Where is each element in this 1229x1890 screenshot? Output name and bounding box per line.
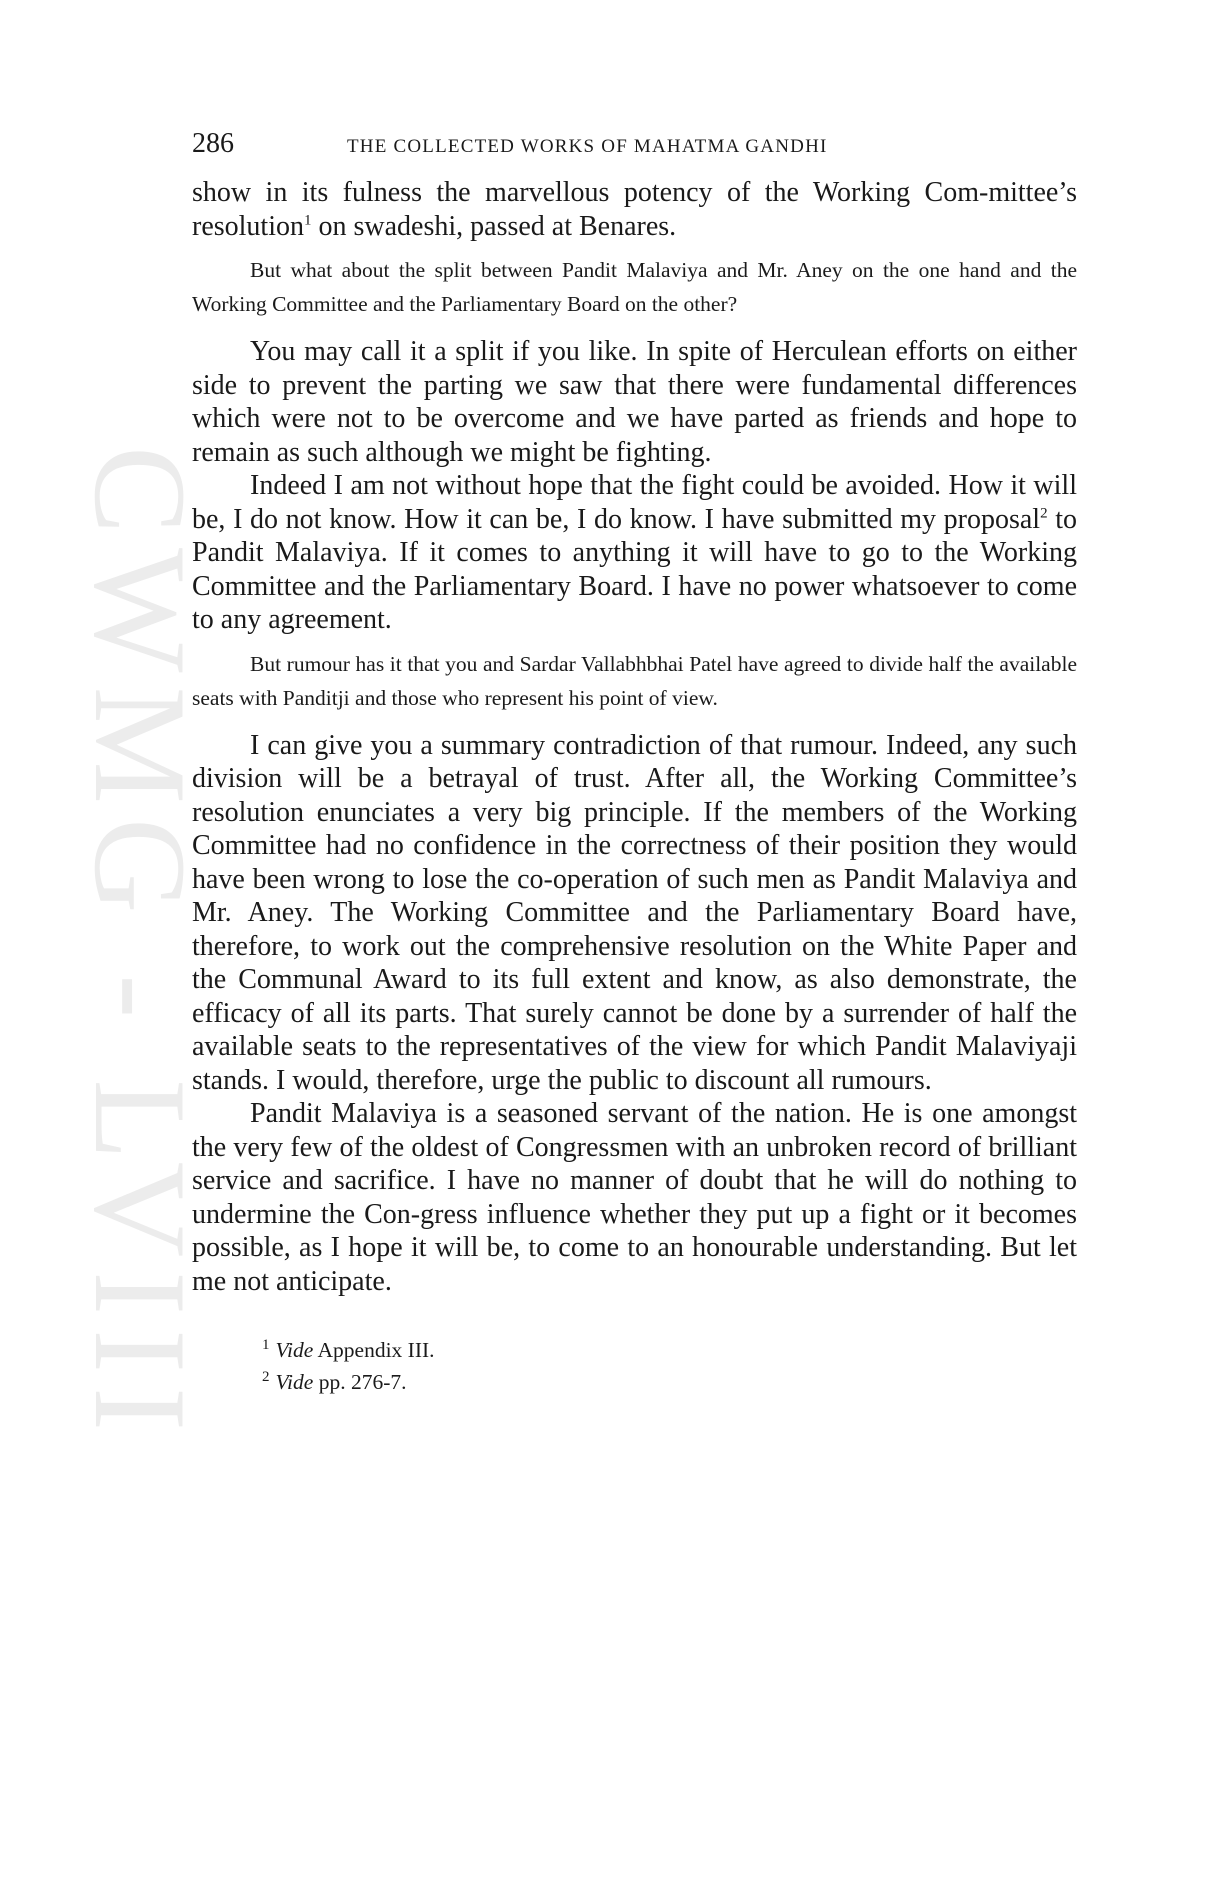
paragraph-3-text-b: to Pandit Malaviya. If it comes to anything it will have to go to the Working Committee and the Parliamentary Board. I have no power whatsoever to come to any agreement. [192, 503, 1078, 635]
paragraph-5: Pandit Malaviya is a seasoned servant of the nation. He is one amongst the very few of the oldest of Congressmen with an unbroken record of brilliant service and sacrifice. I have no manner of doubt that he will do nothing to undermine the Con-gress influence whether they put up a fight or it becomes possible, as I hope it will be, to come to an honourable understanding. But let me not anticipate. [192, 1098, 1077, 1297]
footnote-2 [262, 1366, 1077, 1398]
footnote-2-text: pp. 276-7. [313, 1370, 407, 1394]
paragraph-1-text-b: on swadeshi, passed at Benares. [311, 210, 677, 242]
paragraph-1 [192, 176, 1077, 243]
footnote-2-number: 2 [262, 1368, 270, 1385]
watermark-text: CWMG - LVIII [66, 445, 214, 1445]
paragraph-4: I can give you a summary contradiction of that rumour. Indeed, any such division will be a betrayal of trust. After all, the Working Committee’s resolution enunciates a very big principle. If the members of the Working Committee had no confidence in the correctness of their position they would have been wrong to lose the co-operation of such men as Pandit Malaviya and Mr. Aney. The Working Committee and the Parliamentary Board have, therefore, to work out the comprehensive resolution on the White Paper and the Communal Award to its full extent and know, as also demonstrate, the efficacy of all its parts. That surely cannot be done by a surrender of half the available seats to the representatives of the view for which Pandit Malaviyaji stands. I would, therefore, urge the public to discount all rumours. [192, 729, 1077, 1096]
running-head [192, 128, 1077, 170]
watermark [66, 440, 214, 1450]
paragraph-3 [192, 469, 1077, 637]
page-number: 286 [192, 128, 234, 159]
footnote-1-text: Appendix III. [313, 1338, 435, 1362]
footnote-ref-1: 1 [304, 212, 312, 229]
question-2: But rumour has it that you and Sardar Vallabhbhai Patel have agreed to divide half the available seats with Panditji and those who represent his point of view. [192, 651, 1077, 710]
footnote-2-vide: Vide [275, 1370, 314, 1394]
footnotes [192, 1334, 1077, 1398]
page [192, 128, 1077, 1398]
footnote-1-number: 1 [262, 1336, 270, 1353]
footnote-ref-2: 2 [1040, 505, 1048, 522]
footnote-1-vide: Vide [275, 1338, 314, 1362]
paragraph-1-text-a: show in its fulness the marvellous potency of the Working Com-mittee’s resolution [192, 177, 1077, 242]
paragraph-2: You may call it a split if you like. In spite of Herculean efforts on either side to prevent the parting we saw that there were fundamental differences which were not to be overcome and we have parted as friends and hope to remain as such although we might be fighting. [192, 336, 1077, 468]
book-title: THE COLLECTED WORKS OF MAHATMA GANDHI [347, 136, 828, 157]
footnote-1 [262, 1334, 1077, 1366]
question-1: But what about the split between Pandit Malaviya and Mr. Aney on the one hand and the Working Committee and the Parliamentary Board on the other? [192, 258, 1077, 316]
paragraph-3-text-a: Indeed I am not without hope that the fight could be avoided. How it will be, I do not know. How it can be, I do know. I have submitted my proposal [192, 470, 1077, 535]
